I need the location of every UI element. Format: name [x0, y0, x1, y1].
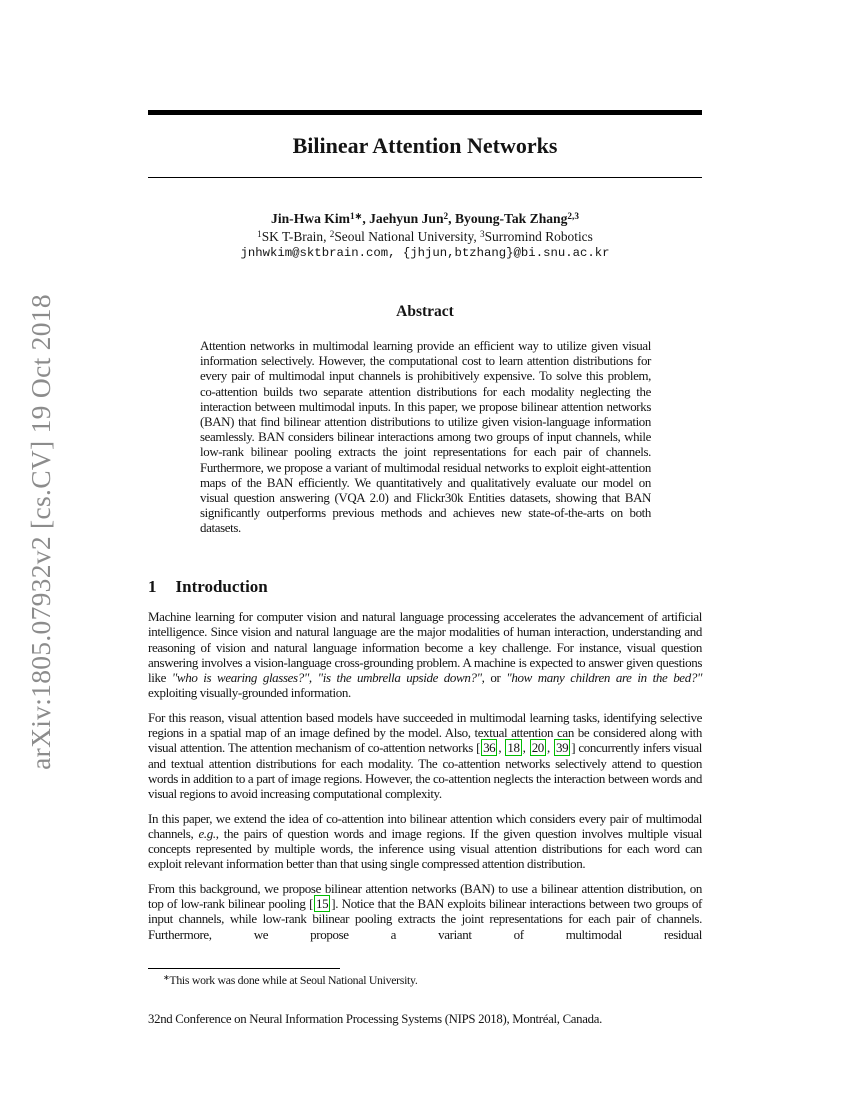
- text-segment: From this background, we propose bilinear attention networks (BAN) to use a bilinear attention distribution, on top of low-rank bilinear pooling [: [148, 880, 702, 912]
- text-segment: This work was done while at Seoul National University.: [169, 973, 418, 987]
- text-segment: Seoul National University,: [334, 229, 481, 244]
- citation-ref[interactable]: 20: [531, 740, 544, 756]
- arxiv-watermark: arXiv:1805.07932v2 [cs.CV] 19 Oct 2018: [25, 294, 56, 770]
- section-title: Introduction: [175, 577, 268, 596]
- text-segment: ,: [448, 211, 455, 226]
- text-segment: ]. Notice that the BAN exploits bilinear interactions between two groups of input channels, while low-rank bilinear pooling extracts the joint representations for each pair of channels. Furthermore, we propose a variant of multimodal residual: [148, 896, 702, 942]
- text-segment: Machine learning for computer vision and natural language processing accelerates the advancement of artificial intelligence. Since vision and natural language are the major modalities of human interaction, understanding and reasoning of vision and natural language information become a key challenge. For instance, visual question answering involves a vision-language cross-grounding problem. A machine is expected to answer given questions like: [148, 609, 702, 686]
- citation-ref[interactable]: 18: [507, 740, 520, 756]
- text-segment: "who is wearing glasses?", "is the umbrella upside down?",: [171, 670, 485, 686]
- text-segment: ,: [546, 740, 553, 756]
- affiliations-line: [148, 228, 702, 245]
- title-top-rule: [148, 110, 702, 115]
- text-segment: Jaehyun Jun: [369, 211, 444, 226]
- text-segment: 1∗: [349, 210, 363, 221]
- text-segment: 2: [443, 210, 449, 221]
- citation-ref[interactable]: 15: [316, 896, 329, 912]
- footnote-block: [148, 968, 702, 987]
- citation-ref[interactable]: 36: [483, 740, 496, 756]
- text-segment: Byoung-Tak Zhang: [454, 211, 568, 226]
- abstract-text: Attention networks in multimodal learning provide an efficient way to utilize given visual information selectively. However, the computational cost to learn attention distributions for every pair of multimodal input channels is prohibitively expensive. To solve this problem, co-attention builds two separate attention distributions for each modality neglecting the interaction between multimodal inputs. In this paper, we propose bilinear attention networks (BAN) that find bilinear attention distributions to utilize given vision-language information seamlessly. BAN considers bilinear interactions among two groups of input channels, while low-rank bilinear pooling extracts the joint representations for each pair of channels. Furthermore, we propose a variant of multimodal residual networks to exploit eight-attention maps of the BAN efficiently. We quantitatively and qualitatively evaluate our model on visual question answering (VQA 2.0) and Flickr30k Entities datasets, showing that BAN significantly outperforms previous methods and achieves new state-of-the-arts on both datasets.: [200, 339, 651, 536]
- text-segment: 3: [480, 228, 485, 239]
- text-segment: 2: [329, 228, 335, 239]
- text-segment: or: [484, 670, 507, 686]
- abstract-heading: Abstract: [396, 303, 454, 320]
- text-segment: "how many children are in the bed?": [506, 670, 703, 686]
- section-number: 1: [148, 577, 157, 596]
- section-heading-introduction: [148, 577, 702, 597]
- paragraph: [148, 609, 702, 701]
- text-segment: For this reason, visual attention based models have succeeded in multimodal learning tasks, identifying selective regions in a spatial map of an image defined by the model. Also, textual attention can be considered along with visual attention. The attention mechanism of co-attention networks [: [148, 709, 702, 756]
- text-segment: ,: [362, 211, 370, 226]
- text-segment: SK T-Brain,: [261, 229, 330, 244]
- text-segment: exploiting visually-grounded information.: [148, 685, 351, 701]
- introduction-body: [148, 609, 702, 951]
- text-segment: In this paper, we extend the idea of co-attention into bilinear attention which considers every pair of multimodal channels,: [148, 810, 702, 841]
- footnote-text: [148, 973, 702, 987]
- text-segment: e.g.: [198, 825, 216, 841]
- text-segment: 1: [257, 228, 262, 239]
- text-segment: , the pairs of question words and image regions. If the given question involves multiple visual concepts represented by multiple words, the inference using visual attention distributions for each word can exploit relevant information better than that using single compressed attention distribution.: [148, 825, 702, 872]
- paragraph: [148, 881, 702, 942]
- author-names-line: [148, 209, 702, 228]
- citation-ref[interactable]: 39: [556, 740, 569, 756]
- text-segment: ∗: [163, 973, 170, 983]
- text-segment: ] concurrently infers visual and textual attention distributions for each modality. The co-attention networks selectively attend to question words in addition to a part of image regions. However, the co-attention neglects the interaction between words and visual regions to avoid increasing computational complexity.: [148, 740, 702, 802]
- text-segment: Surromind Robotics: [484, 229, 593, 244]
- title-bottom-rule: [148, 177, 702, 178]
- text-segment: Jin-Hwa Kim: [271, 211, 350, 226]
- text-segment: ,: [498, 740, 505, 756]
- email-line: jnhwkim@sktbrain.com, {jhjun,btzhang}@bi.snu.ac.kr: [240, 246, 610, 260]
- conference-footer: 32nd Conference on Neural Information Processing Systems (NIPS 2018), Montréal, Canada.: [148, 1012, 603, 1026]
- author-block: [148, 209, 702, 262]
- footnote-rule: [148, 968, 340, 969]
- text-segment: ,: [522, 740, 529, 756]
- paragraph: [148, 811, 702, 872]
- text-segment: 2,3: [567, 210, 579, 221]
- paragraph: [148, 710, 702, 802]
- paper-title: Bilinear Attention Networks: [292, 133, 558, 158]
